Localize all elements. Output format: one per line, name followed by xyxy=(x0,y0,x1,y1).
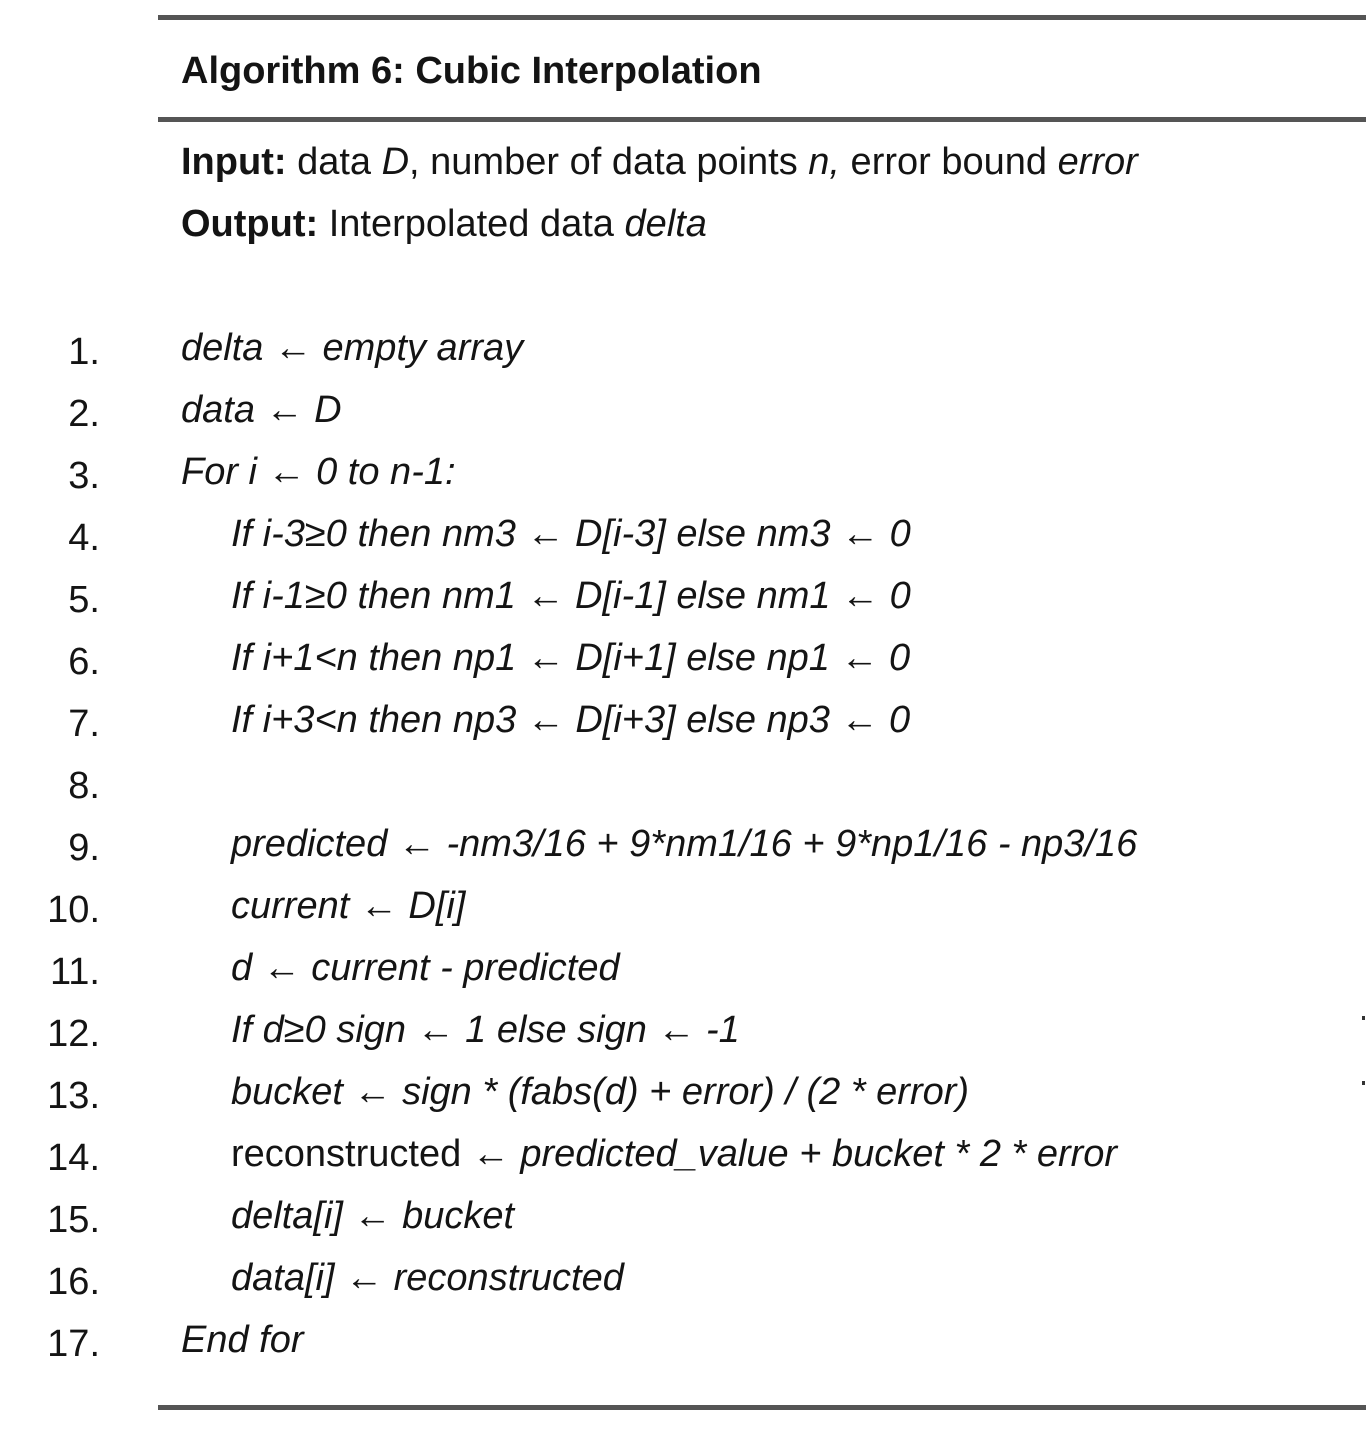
line-code: data[i] ← reconstructed xyxy=(231,1257,624,1299)
code-line-11 xyxy=(0,947,1366,1009)
line-number: 11. xyxy=(49,951,100,993)
line-code: delta[i] ← bucket xyxy=(231,1195,515,1237)
edge-mark xyxy=(1362,1081,1365,1085)
line-code: For i ← 0 to n-1: xyxy=(181,451,456,493)
input-label: Input: xyxy=(181,141,287,183)
input-var-error: error xyxy=(1057,141,1138,183)
bottom-rule xyxy=(158,1405,1366,1410)
line-code: If i-3≥0 then nm3 ← D[i-3] else nm3 ← 0 xyxy=(231,513,911,555)
code-line-6 xyxy=(0,637,1366,699)
output-label: Output: xyxy=(181,203,319,245)
code-line-3 xyxy=(0,451,1366,513)
line-code: If i-1≥0 then nm1 ← D[i-1] else nm1 ← 0 xyxy=(231,575,911,617)
code-line-12 xyxy=(0,1009,1366,1071)
line-number: 3. xyxy=(68,455,100,497)
code-line-10 xyxy=(0,885,1366,947)
line-code: predicted ← -nm3/16 + 9*nm1/16 + 9*np1/16 - np3/16 xyxy=(231,823,1138,865)
line-number: 6. xyxy=(68,641,100,683)
line-number: 14. xyxy=(47,1137,100,1179)
code-line-14 xyxy=(0,1133,1366,1195)
line-code xyxy=(231,1133,1117,1176)
code-line-9 xyxy=(0,823,1366,885)
edge-mark xyxy=(1362,1016,1365,1020)
line-number: 1. xyxy=(68,331,100,373)
line-number: 8. xyxy=(68,765,100,807)
output-text-a: Interpolated data xyxy=(318,203,625,245)
code-line-13 xyxy=(0,1071,1366,1133)
line-number: 17. xyxy=(47,1323,100,1365)
line-number: 9. xyxy=(68,827,100,869)
line-code: d ← current - predicted xyxy=(231,947,620,989)
line-number: 5. xyxy=(68,579,100,621)
line-code: bucket ← sign * (fabs(d) + error) / (2 * error) xyxy=(231,1071,970,1113)
code-line-7 xyxy=(0,699,1366,761)
code-line-2 xyxy=(0,389,1366,451)
line-number: 2. xyxy=(68,393,100,435)
code-line-1 xyxy=(0,327,1366,389)
line-number: 16. xyxy=(47,1261,100,1303)
input-text-a: data xyxy=(286,141,382,183)
code-line-4 xyxy=(0,513,1366,575)
input-text-b: , number of data points xyxy=(409,141,809,183)
code-line-8 xyxy=(0,761,1366,823)
line-code: If i+1<n then np1 ← D[i+1] else np1 ← 0 xyxy=(231,637,911,679)
line-code: delta ← empty array xyxy=(181,327,524,369)
line-number: 15. xyxy=(47,1199,100,1241)
input-text-c: error bound xyxy=(840,141,1058,183)
output-var-delta: delta xyxy=(624,203,707,245)
input-var-n: n, xyxy=(808,141,840,183)
line-number: 7. xyxy=(68,703,100,745)
line-code-italic: predicted_value + bucket * 2 * error xyxy=(520,1133,1118,1175)
line-number: 12. xyxy=(47,1013,100,1055)
line-number: 4. xyxy=(68,517,100,559)
line-code: End for xyxy=(181,1319,304,1361)
code-line-17 xyxy=(0,1319,1366,1381)
code-line-5 xyxy=(0,575,1366,637)
line-code: data ← D xyxy=(181,389,342,431)
algorithm-title: Algorithm 6: Cubic Interpolation xyxy=(181,50,762,92)
header-rule xyxy=(158,117,1366,122)
line-code: If d≥0 sign ← 1 else sign ← -1 xyxy=(231,1009,740,1051)
line-number: 13. xyxy=(47,1075,100,1117)
input-var-d: D xyxy=(381,141,410,183)
code-line-15 xyxy=(0,1195,1366,1257)
output-line xyxy=(181,203,707,246)
line-number: 10. xyxy=(47,889,100,931)
line-code-upright: reconstructed ← xyxy=(231,1133,521,1175)
line-code: current ← D[i] xyxy=(231,885,466,927)
line-code: If i+3<n then np3 ← D[i+3] else np3 ← 0 xyxy=(231,699,911,741)
top-rule xyxy=(158,15,1366,20)
code-line-16 xyxy=(0,1257,1366,1319)
input-line xyxy=(181,141,1138,184)
